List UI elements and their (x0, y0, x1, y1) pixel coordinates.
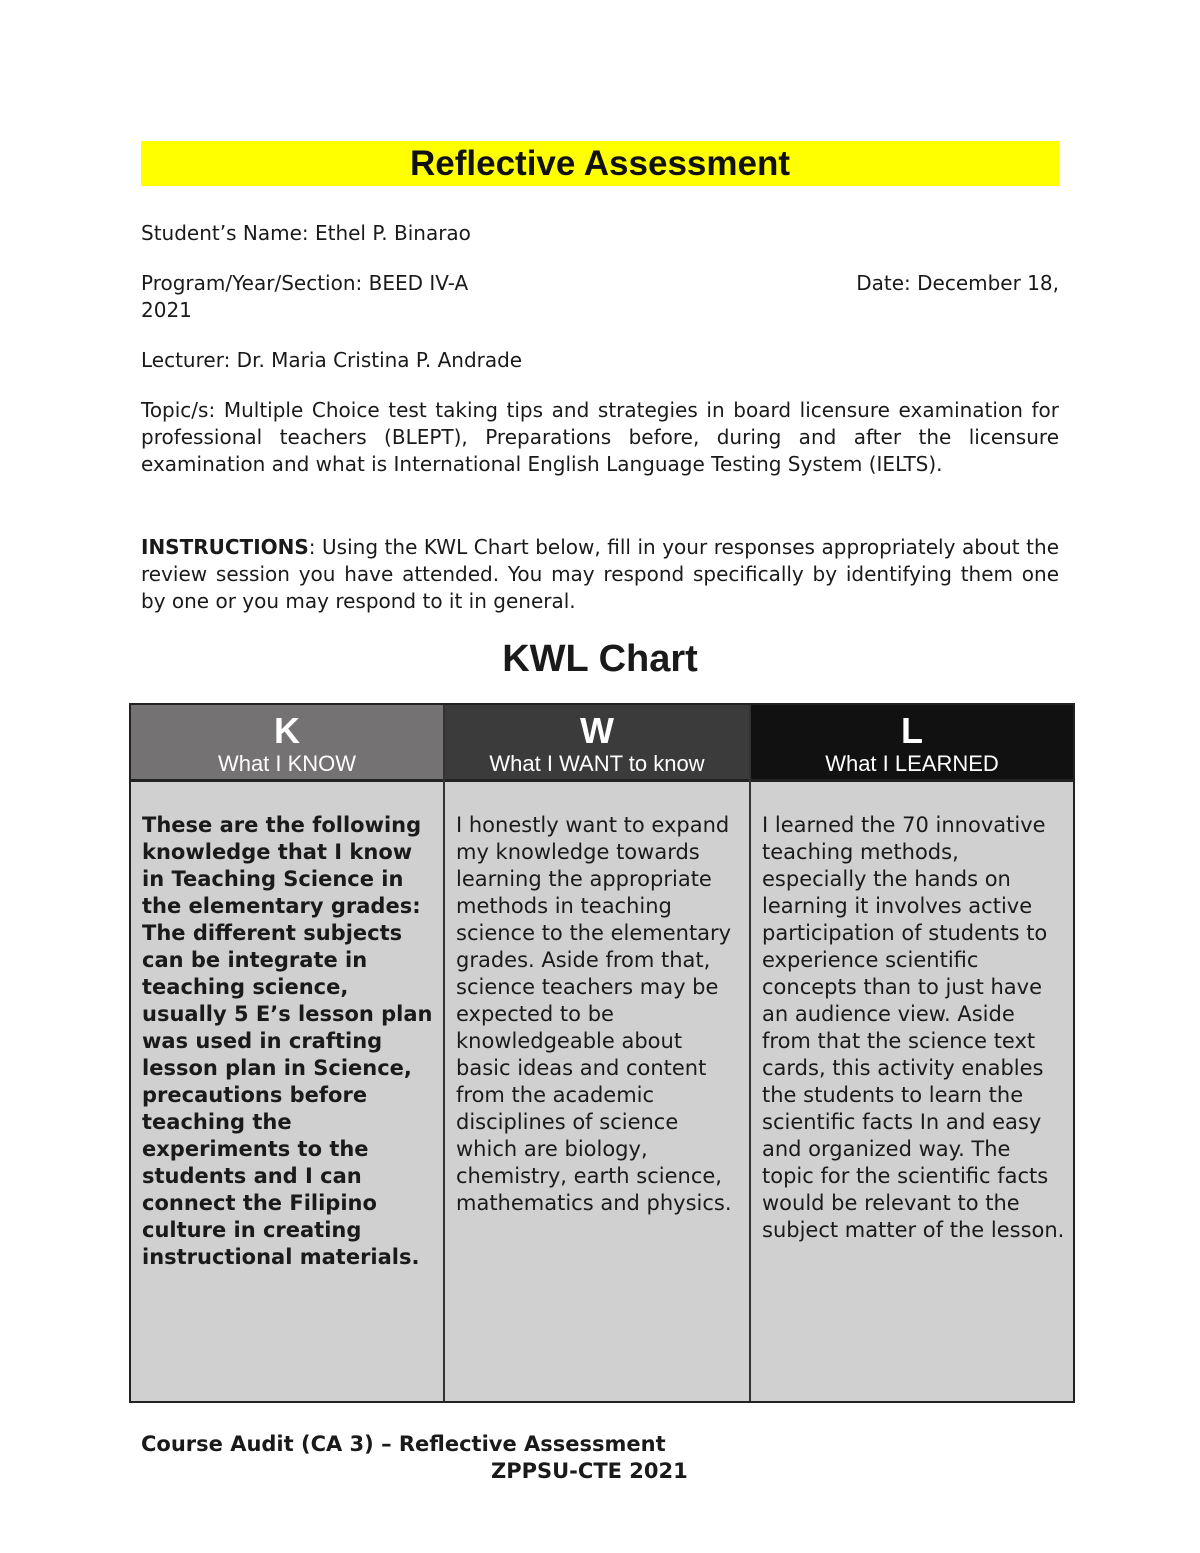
instructions (141, 534, 1059, 615)
kwl-column-l (751, 705, 1073, 1401)
kwl-heading-w: What I WANT to know (489, 751, 705, 776)
kwl-content-k: These are the following knowledge that I know in Teaching Science in the elementary grades: The different subjects can be integrate in teaching science, usually 5 E’s lesson plan was used in crafting lesson plan in Science, precautions before teaching the experiments to the students and I can connect the Filipino culture in creating instructional materials. (131, 782, 443, 1401)
kwl-header-k (131, 705, 443, 782)
kwl-content-l: I learned the 70 innovative teaching methods, especially the hands on learning it involves active participation of students to experience scientific concepts than to just have an audience view. Aside from that the science text cards, this activity enables the students to learn the scientific facts In and easy and organized way. The topic for the scientific facts would be relevant to the subject matter of the lesson. (751, 782, 1073, 1401)
kwl-header-w (445, 705, 749, 782)
kwl-letter-w: W (580, 710, 614, 751)
instructions-label: INSTRUCTIONS (141, 535, 309, 559)
kwl-content-w: I honestly want to expand my knowledge towards learning the appropriate methods in teaching science to the elementary grades. Aside from that, science teachers may be expected to be knowledgeable about basic ideas and content from the academic disciplines of science which are biology, chemistry, earth science, mathematics and physics. (445, 782, 749, 1401)
kwl-table (129, 703, 1075, 1403)
kwl-chart-title: KWL Chart (502, 638, 698, 680)
kwl-header-l (751, 705, 1073, 782)
document-title: Reflective Assessment (141, 141, 1059, 186)
kwl-column-k (131, 705, 445, 1401)
topics: Topic/s: Multiple Choice test taking tips and strategies in board licensure examination for professional teachers (BLEPT), Preparations before, during and after the licensure examination and what is International English Language Testing System (IELTS). (141, 398, 1059, 476)
kwl-letter-k: K (274, 710, 300, 751)
instructions-text: : Using the KWL Chart below, fill in your responses appropriately about the review session you have attended. You may respond specifically by identifying them one by one or you may respond to it in general. (141, 535, 1059, 613)
date-year: 2021 (141, 298, 192, 322)
kwl-heading-l: What I LEARNED (825, 751, 999, 776)
footer-course-audit: Course Audit (CA 3) – Reflective Assessment (141, 1432, 666, 1456)
kwl-letter-l: L (901, 710, 923, 751)
program-line (141, 270, 1059, 297)
program-section: Program/Year/Section: BEED IV-A (141, 271, 469, 295)
date-label: Date: December 18, (856, 271, 1059, 295)
kwl-column-w (445, 705, 751, 1401)
lecturer: Lecturer: Dr. Maria Cristina P. Andrade (141, 348, 523, 372)
footer-institution: ZPPSU-CTE 2021 (491, 1459, 688, 1483)
kwl-heading-k: What I KNOW (217, 751, 357, 776)
student-name: Student’s Name: Ethel P. Binarao (141, 221, 471, 245)
